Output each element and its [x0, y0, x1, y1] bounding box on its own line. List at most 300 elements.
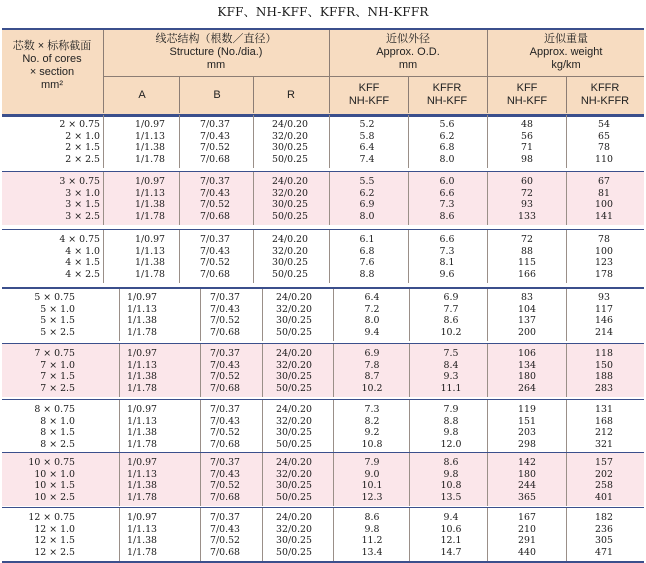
cell-a: 1/1.13 — [127, 468, 157, 480]
cell-core: 10 × 1.0 — [34, 468, 75, 480]
header-subrule — [104, 76, 644, 77]
table-row — [2, 246, 644, 258]
split-rule — [2, 287, 644, 289]
cell-r: 24/0.20 — [276, 457, 312, 468]
group-rule — [2, 507, 644, 508]
cell-od-kffr: 12.0 — [440, 438, 462, 450]
header-divider — [253, 77, 254, 113]
cell-a: 1/1.13 — [127, 415, 157, 427]
cell-w-kffr: 471 — [595, 546, 613, 558]
cell-r: 24/0.20 — [276, 404, 312, 415]
cell-w-kffr: 117 — [595, 303, 613, 315]
cell-b: 7/0.68 — [200, 210, 230, 222]
row-group — [2, 172, 644, 225]
cell-w-kff: 83 — [521, 292, 533, 303]
cell-w-kff: 88 — [521, 245, 533, 257]
header-w-kff-line-1: KFF — [516, 82, 538, 94]
table-row — [2, 535, 644, 547]
group-rule — [2, 114, 644, 115]
cell-w-kff: 98 — [521, 153, 533, 165]
header-weight-line-3: kg/km — [551, 59, 581, 71]
cell-b: 7/0.52 — [200, 199, 230, 210]
cell-b: 7/0.68 — [200, 268, 230, 280]
cell-core: 8 × 2.5 — [40, 438, 75, 450]
cell-core: 2 × 2.5 — [65, 153, 100, 165]
cell-w-kffr: 54 — [598, 119, 610, 130]
cell-a: 1/1.38 — [135, 142, 165, 153]
header-w-kffr-line-2: NH-KFFR — [580, 95, 630, 107]
cell-w-kff: 167 — [518, 512, 536, 523]
cell-b: 7/0.52 — [210, 535, 240, 546]
table-row — [2, 292, 644, 304]
cell-r: 50/0.25 — [276, 326, 312, 338]
cell-od-kffr: 8.1 — [439, 257, 455, 268]
cell-od-kffr: 8.4 — [443, 359, 459, 371]
cell-od-kff: 9.2 — [364, 427, 380, 438]
cell-r: 24/0.20 — [272, 119, 308, 130]
cell-od-kff: 7.6 — [359, 257, 375, 268]
cell-core: 8 × 1.0 — [40, 415, 75, 427]
cell-core: 3 × 1.0 — [65, 187, 100, 199]
header-weight-line-2: Approx. weight — [529, 46, 603, 58]
cell-w-kffr: 78 — [598, 142, 610, 153]
header-sub-r: R — [287, 89, 295, 101]
cell-a: 1/1.78 — [127, 326, 157, 338]
header-od — [330, 33, 486, 72]
cell-w-kffr: 212 — [595, 427, 613, 438]
cell-core: 12 × 0.75 — [28, 512, 75, 523]
cell-core: 10 × 0.75 — [28, 457, 75, 468]
table-row — [2, 257, 644, 269]
table-row — [2, 416, 644, 428]
header-weight-line-1: 近似重量 — [544, 33, 588, 45]
table-row — [2, 457, 644, 469]
cell-core: 3 × 1.5 — [65, 199, 100, 210]
table-row — [2, 304, 644, 316]
table-row — [2, 469, 644, 481]
header-divider — [179, 77, 180, 113]
cell-r: 50/0.25 — [272, 210, 308, 222]
cell-b: 7/0.43 — [210, 303, 240, 315]
cell-od-kff: 7.4 — [359, 153, 375, 165]
cell-r: 30/0.25 — [272, 199, 308, 210]
cell-r: 24/0.20 — [272, 234, 308, 245]
cell-r: 30/0.25 — [272, 257, 308, 268]
cell-w-kff: 203 — [518, 427, 536, 438]
cell-r: 30/0.25 — [276, 480, 312, 491]
cell-w-kff: 60 — [521, 176, 533, 187]
header-divider — [487, 30, 488, 113]
cell-od-kff: 5.2 — [359, 119, 375, 130]
cell-w-kff: 115 — [518, 257, 536, 268]
cell-r: 30/0.25 — [276, 427, 312, 438]
cell-w-kff: 180 — [518, 468, 536, 480]
cell-core: 7 × 1.0 — [40, 359, 75, 371]
cell-od-kffr: 10.2 — [440, 326, 462, 338]
table-title: KFF、NH-KFF、KFFR、NH-KFFR — [217, 5, 429, 19]
cell-w-kffr: 65 — [598, 130, 610, 142]
cell-a: 1/1.13 — [127, 303, 157, 315]
cell-core: 3 × 2.5 — [65, 210, 100, 222]
cell-w-kffr: 214 — [595, 326, 613, 338]
cell-w-kffr: 202 — [595, 468, 613, 480]
cell-w-kff: 104 — [518, 303, 536, 315]
header-cores-line-3: × section — [29, 66, 75, 78]
cell-w-kff: 440 — [518, 546, 536, 558]
cell-b: 7/0.43 — [200, 245, 230, 257]
cell-od-kffr: 6.2 — [439, 130, 455, 142]
cell-b: 7/0.68 — [210, 438, 240, 450]
cell-od-kff: 7.2 — [364, 303, 380, 315]
cell-od-kff: 6.2 — [359, 187, 375, 199]
cell-w-kff: 71 — [521, 142, 533, 153]
header-structure — [104, 33, 328, 72]
header-od-kff-line-1: KFF — [358, 82, 380, 94]
cell-core: 4 × 1.5 — [65, 257, 100, 268]
cell-od-kff: 6.4 — [364, 292, 380, 303]
table-row — [2, 234, 644, 246]
cell-w-kff: 151 — [518, 415, 536, 427]
cell-od-kffr: 5.6 — [439, 119, 455, 130]
cell-od-kff: 10.1 — [361, 480, 383, 491]
cell-w-kff: 142 — [518, 457, 536, 468]
cell-od-kff: 8.6 — [364, 512, 380, 523]
cell-w-kffr: 178 — [595, 268, 613, 280]
cell-od-kff: 6.1 — [359, 234, 375, 245]
cell-w-kff: 48 — [521, 119, 533, 130]
cell-a: 1/1.38 — [127, 427, 157, 438]
cell-core: 2 × 1.5 — [65, 142, 100, 153]
header-od-line-1: 近似外径 — [386, 33, 430, 45]
cell-od-kff: 8.7 — [364, 371, 380, 382]
cell-b: 7/0.52 — [200, 257, 230, 268]
cell-core: 8 × 1.5 — [40, 427, 75, 438]
cell-w-kffr: 182 — [595, 512, 613, 523]
header-cores — [2, 40, 102, 92]
cell-w-kff: 264 — [518, 382, 536, 394]
group-rule — [2, 343, 644, 344]
cell-od-kffr: 9.4 — [443, 512, 459, 523]
cell-a: 1/0.97 — [135, 234, 165, 245]
table-row — [2, 119, 644, 131]
cell-od-kff: 8.0 — [364, 315, 380, 326]
cell-a: 1/1.13 — [127, 523, 157, 535]
cell-w-kffr: 67 — [598, 176, 610, 187]
cell-w-kffr: 118 — [595, 348, 613, 359]
cell-a: 1/0.97 — [135, 119, 165, 130]
cell-od-kffr: 8.8 — [443, 415, 459, 427]
cell-od-kffr: 13.5 — [440, 491, 462, 503]
cell-a: 1/1.78 — [135, 210, 165, 222]
cell-w-kffr: 131 — [595, 404, 613, 415]
cell-a: 1/0.97 — [127, 404, 157, 415]
cell-r: 32/0.20 — [276, 303, 312, 315]
cell-od-kffr: 7.7 — [443, 303, 459, 315]
table-row — [2, 492, 644, 504]
cell-r: 30/0.25 — [272, 142, 308, 153]
cell-w-kff: 365 — [518, 491, 536, 503]
cell-od-kff: 7.9 — [364, 457, 380, 468]
cell-b: 7/0.37 — [200, 234, 230, 245]
header-od-kff — [330, 82, 408, 108]
cell-b: 7/0.43 — [210, 468, 240, 480]
cell-w-kff: 133 — [518, 210, 536, 222]
cell-w-kffr: 110 — [595, 153, 613, 165]
cell-od-kff: 7.3 — [364, 404, 380, 415]
cell-r: 32/0.20 — [272, 187, 308, 199]
cell-r: 30/0.25 — [276, 535, 312, 546]
cell-r: 50/0.25 — [276, 438, 312, 450]
cell-a: 1/1.78 — [127, 438, 157, 450]
cell-core: 5 × 1.0 — [40, 303, 75, 315]
cell-w-kffr: 78 — [598, 234, 610, 245]
cell-b: 7/0.68 — [210, 382, 240, 394]
group-rule — [2, 399, 644, 400]
cell-od-kff: 11.2 — [361, 535, 383, 546]
header-od-kffr-line-1: KFFR — [432, 82, 462, 94]
cell-od-kffr: 10.8 — [440, 480, 462, 491]
cell-od-kffr: 7.3 — [439, 199, 455, 210]
cell-b: 7/0.52 — [200, 142, 230, 153]
header-divider — [103, 30, 104, 113]
row-group — [2, 400, 644, 453]
cell-od-kff: 13.4 — [361, 546, 383, 558]
cell-core: 2 × 0.75 — [59, 119, 100, 130]
cell-a: 1/0.97 — [127, 512, 157, 523]
cell-w-kffr: 236 — [595, 523, 613, 535]
cell-od-kff: 8.8 — [359, 268, 375, 280]
row-group — [2, 230, 644, 283]
cell-b: 7/0.52 — [210, 371, 240, 382]
cell-core: 2 × 1.0 — [65, 130, 100, 142]
cell-r: 32/0.20 — [276, 415, 312, 427]
cell-od-kffr: 7.3 — [439, 245, 455, 257]
cell-r: 32/0.20 — [276, 523, 312, 535]
cell-core: 5 × 0.75 — [34, 292, 75, 303]
cell-w-kffr: 168 — [595, 415, 613, 427]
cell-core: 7 × 0.75 — [34, 348, 75, 359]
cell-od-kff: 6.9 — [359, 199, 375, 210]
cell-r: 30/0.25 — [276, 371, 312, 382]
table-row — [2, 547, 644, 559]
cell-od-kffr: 8.6 — [439, 210, 455, 222]
cell-od-kff: 10.8 — [361, 438, 383, 450]
cell-w-kff: 72 — [521, 187, 533, 199]
cell-core: 12 × 1.5 — [34, 535, 75, 546]
cell-od-kff: 10.2 — [361, 382, 383, 394]
header-sub-b: B — [213, 89, 221, 101]
cell-od-kffr: 11.1 — [440, 382, 462, 394]
cell-core: 4 × 1.0 — [65, 245, 100, 257]
table-row — [2, 315, 644, 327]
table-row — [2, 327, 644, 339]
table-row — [2, 176, 644, 188]
cell-od-kffr: 7.5 — [443, 348, 459, 359]
cell-w-kffr: 100 — [595, 199, 613, 210]
cell-od-kff: 9.0 — [364, 468, 380, 480]
cell-b: 7/0.37 — [210, 404, 240, 415]
cell-od-kffr: 10.6 — [440, 523, 462, 535]
row-group — [2, 288, 644, 341]
cell-a: 1/1.38 — [127, 371, 157, 382]
table-row — [2, 188, 644, 200]
table-row — [2, 524, 644, 536]
cell-a: 1/1.38 — [127, 480, 157, 491]
cell-od-kff: 8.2 — [364, 415, 380, 427]
cell-od-kffr: 9.6 — [439, 268, 455, 280]
cell-b: 7/0.37 — [210, 292, 240, 303]
cell-w-kff: 72 — [521, 234, 533, 245]
cell-b: 7/0.37 — [210, 512, 240, 523]
cell-r: 50/0.25 — [276, 546, 312, 558]
header-w-kffr — [566, 82, 644, 108]
cell-r: 24/0.20 — [276, 292, 312, 303]
table-row — [2, 348, 644, 360]
table-row — [2, 439, 644, 451]
cell-r: 32/0.20 — [276, 359, 312, 371]
cell-r: 24/0.20 — [276, 512, 312, 523]
header-w-kffr-line-1: KFFR — [590, 82, 620, 94]
cell-w-kffr: 100 — [595, 245, 613, 257]
cell-w-kffr: 150 — [595, 359, 613, 371]
cell-a: 1/0.97 — [127, 457, 157, 468]
header-cores-line-1: 芯数 × 标称截面 — [12, 40, 92, 52]
cell-b: 7/0.43 — [200, 187, 230, 199]
header-cores-line-4: mm² — [41, 79, 63, 91]
cell-w-kffr: 283 — [595, 382, 613, 394]
cell-a: 1/0.97 — [127, 292, 157, 303]
cell-w-kffr: 188 — [595, 371, 613, 382]
cell-a: 1/1.78 — [127, 546, 157, 558]
cell-od-kffr: 9.8 — [443, 427, 459, 438]
row-group — [2, 344, 644, 397]
cell-w-kffr: 258 — [595, 480, 613, 491]
cell-a: 1/1.78 — [127, 491, 157, 503]
cell-w-kff: 210 — [518, 523, 536, 535]
cell-r: 30/0.25 — [276, 315, 312, 326]
cell-b: 7/0.68 — [210, 491, 240, 503]
header-divider — [566, 77, 567, 113]
cell-core: 10 × 2.5 — [34, 491, 75, 503]
table-row — [2, 480, 644, 492]
cell-w-kffr: 305 — [595, 535, 613, 546]
cell-od-kffr: 8.6 — [443, 457, 459, 468]
cell-od-kffr: 6.6 — [439, 187, 455, 199]
cell-b: 7/0.43 — [210, 523, 240, 535]
cell-r: 50/0.25 — [272, 153, 308, 165]
cell-core: 10 × 1.5 — [34, 480, 75, 491]
cell-od-kff: 5.5 — [359, 176, 375, 187]
cell-a: 1/1.13 — [127, 359, 157, 371]
cell-w-kff: 56 — [521, 130, 533, 142]
table-row — [2, 383, 644, 395]
cell-b: 7/0.52 — [210, 480, 240, 491]
cell-core: 12 × 2.5 — [34, 546, 75, 558]
cell-w-kff: 166 — [518, 268, 536, 280]
header-structure-line-3: mm — [206, 59, 226, 71]
cell-core: 4 × 0.75 — [59, 234, 100, 245]
cell-r: 24/0.20 — [276, 348, 312, 359]
cell-a: 1/1.78 — [135, 268, 165, 280]
cell-w-kff: 298 — [518, 438, 536, 450]
cell-a: 1/1.13 — [135, 245, 165, 257]
cell-od-kffr: 14.7 — [440, 546, 462, 558]
group-rule — [2, 229, 644, 230]
cell-b: 7/0.52 — [210, 315, 240, 326]
cell-b: 7/0.68 — [200, 153, 230, 165]
cell-core: 5 × 1.5 — [40, 315, 75, 326]
cell-w-kffr: 123 — [595, 257, 613, 268]
cell-b: 7/0.68 — [210, 326, 240, 338]
cell-od-kff: 6.8 — [359, 245, 375, 257]
cell-core: 3 × 0.75 — [59, 176, 100, 187]
cell-a: 1/0.97 — [127, 348, 157, 359]
cell-r: 50/0.25 — [276, 491, 312, 503]
cell-core: 5 × 2.5 — [40, 326, 75, 338]
cell-w-kffr: 81 — [598, 187, 610, 199]
cell-od-kffr: 6.0 — [439, 176, 455, 187]
header-od-kff-line-2: NH-KFF — [348, 95, 390, 107]
table-row — [2, 371, 644, 383]
header-divider — [329, 30, 330, 113]
group-rule — [2, 171, 644, 172]
cell-a: 1/1.13 — [135, 130, 165, 142]
cell-w-kff: 134 — [518, 359, 536, 371]
cell-core: 7 × 1.5 — [40, 371, 75, 382]
cell-od-kff: 5.8 — [359, 130, 375, 142]
cell-core: 8 × 0.75 — [34, 404, 75, 415]
header-w-kff-line-2: NH-KFF — [506, 95, 548, 107]
header-od-kffr-line-2: NH-KFF — [426, 95, 468, 107]
cell-a: 1/1.78 — [135, 153, 165, 165]
cell-od-kffr: 8.6 — [443, 315, 459, 326]
cell-od-kffr: 6.6 — [439, 234, 455, 245]
cell-od-kffr: 7.9 — [443, 404, 459, 415]
cell-od-kffr: 12.1 — [440, 535, 462, 546]
cell-r: 24/0.20 — [272, 176, 308, 187]
header-structure-line-2: Structure (No./dia.) — [169, 46, 263, 58]
header-divider — [408, 77, 409, 113]
cell-od-kff: 12.3 — [361, 491, 383, 503]
cell-a: 1/1.13 — [135, 187, 165, 199]
table-row — [2, 131, 644, 143]
cell-b: 7/0.43 — [200, 130, 230, 142]
cell-od-kff: 6.4 — [359, 142, 375, 153]
cell-w-kffr: 93 — [598, 292, 610, 303]
header-w-kff — [488, 82, 566, 108]
cell-a: 1/0.97 — [135, 176, 165, 187]
table-row — [2, 154, 644, 166]
cell-r: 32/0.20 — [272, 130, 308, 142]
header-sub-a: A — [138, 89, 146, 101]
cell-od-kff: 6.9 — [364, 348, 380, 359]
cell-od-kff: 9.4 — [364, 326, 380, 338]
row-group — [2, 453, 644, 506]
cell-b: 7/0.52 — [210, 427, 240, 438]
row-group — [2, 115, 644, 168]
table-row — [2, 427, 644, 439]
cell-w-kff: 291 — [518, 535, 536, 546]
cell-b: 7/0.43 — [210, 415, 240, 427]
cell-od-kff: 9.8 — [364, 523, 380, 535]
cell-a: 1/1.38 — [127, 315, 157, 326]
cell-b: 7/0.37 — [210, 348, 240, 359]
cell-w-kff: 200 — [518, 326, 536, 338]
table-row — [2, 404, 644, 416]
cell-r: 50/0.25 — [272, 268, 308, 280]
cell-w-kffr: 157 — [595, 457, 613, 468]
cell-w-kff: 244 — [518, 480, 536, 491]
